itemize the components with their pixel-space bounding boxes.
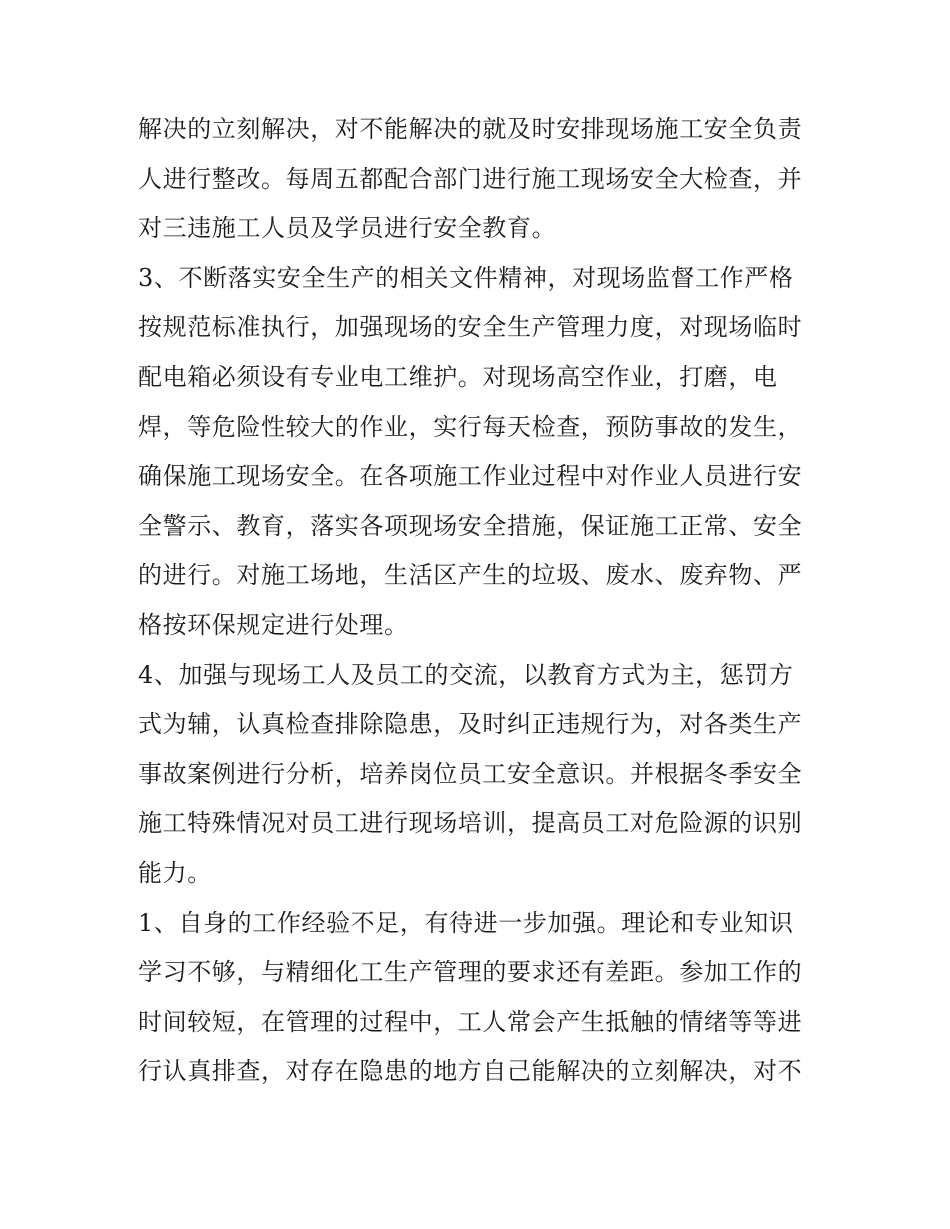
text-line: 的进行。对施工场地，生活区产生的垃圾、废水、废弃物、严 [138, 561, 803, 590]
text-line: 施工特殊情况对员工进行现场培训，提高员工对危险源的识别 [138, 809, 803, 838]
text-line: 格按环保规定进行处理。 [138, 610, 409, 639]
text-line: 1、自身的工作经验不足，有待进一步加强。理论和专业知识 [138, 908, 794, 937]
text-line: 行认真排查，对存在隐患的地方自己能解决的立刻解决，对不 [138, 1057, 803, 1086]
text-line: 焊，等危险性较大的作业，实行每天检查，预防事故的发生， [138, 412, 803, 441]
text-line: 能力。 [138, 858, 212, 887]
text-line: 学习不够，与精细化工生产管理的要求还有差距。参加工作的 [138, 958, 803, 987]
text-line: 时间较短，在管理的过程中，工人常会产生抵触的情绪等等进 [138, 1007, 803, 1036]
text-line: 解决的立刻解决，对不能解决的就及时安排现场施工安全负责 [138, 115, 803, 143]
text-line: 式为辅，认真检查排除隐患，及时纠正违规行为，对各类生产 [138, 710, 803, 739]
text-line: 事故案例进行分析，培养岗位员工安全意识。并根据冬季安全 [138, 759, 803, 788]
text-line: 对三违施工人员及学员进行安全教育。 [138, 214, 557, 243]
text-line: 按规范标准执行，加强现场的安全生产管理力度，对现场临时 [138, 313, 803, 342]
text-line: 确保施工现场安全。在各项施工作业过程中对作业人员进行安 [138, 462, 803, 491]
text-line: 全警示、教育，落实各项现场安全措施，保证施工正常、安全 [138, 511, 803, 540]
text-line: 3、不断落实安全生产的相关文件精神，对现场监督工作严格 [138, 263, 794, 292]
document-body [138, 105, 818, 1097]
text-line: 人进行整改。每周五都配合部门进行施工现场安全大检查，并 [138, 164, 803, 193]
text-line: 4、加强与现场工人及员工的交流，以教育方式为主，惩罚方 [138, 660, 794, 689]
text-line: 配电箱必须设有专业电工维护。对现场高空作业，打磨，电 [138, 362, 778, 391]
